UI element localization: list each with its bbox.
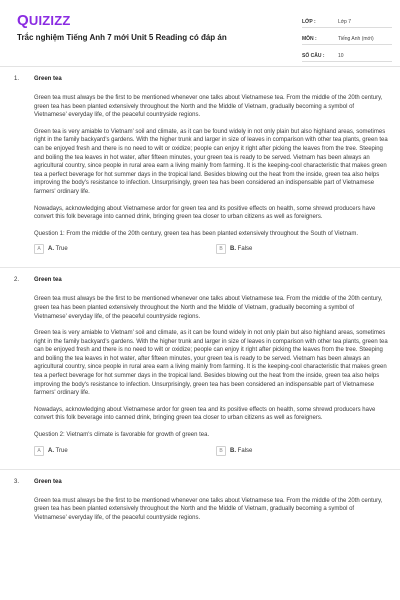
- meta-label: MÔN :: [302, 36, 317, 42]
- question-divider: [0, 469, 400, 470]
- question-item: [0, 479, 400, 523]
- option-label: A. True: [48, 246, 68, 253]
- passage-title: Green tea: [34, 478, 62, 485]
- question-text: Question 1: From the middle of the 20th century, green tea has been planted extensively throughout the South of Vietnam.: [34, 230, 358, 237]
- document-meta: [302, 14, 392, 65]
- option-a[interactable]: [34, 244, 68, 254]
- passage-paragraph: Green tea must always be the first to be mentioned whenever one talks about Vietnamese tea. From the middle of the 20th century, green tea has been planted extensively throughout the North and the Middle of Vietnam, gradually becoming a symbol of Vietnamese' everyday life, of the peaceful countryside regions.: [34, 95, 383, 119]
- meta-row-subject: [302, 31, 392, 45]
- option-letter-box: A: [34, 446, 44, 456]
- passage-paragraph: Green tea is very amiable to Vietnam' soil and climate, as it can be found widely in not only plain but also highland areas, sometimes right in the family backyard's gardens. With the higher trunk and larger in size of leaves in comparison with other tea plants, green tea can be enjoyed fresh and there is no need to wilt or oxidize; people can enjoy it right after picking the leaves from the tree. Steeping and boiling the tea leaves in hot water, after fifteen minutes, your green tea is ready to be served. Vietnam has been always an agricultural country, since people in rural area earn a living mainly from farming. It is the keeping-cool characteristic that makes green tea a perfect beverage for hot summer days in the tropical land. Besides blowing out the heat from the inside, green tea also helps improving the body's resistance to infection. Unsurprisingly, green tea has been considered an indispensable part of Vietnamese farmers' ordinary life.: [34, 128, 388, 195]
- meta-row-class: [302, 14, 392, 28]
- option-letter-box: B: [216, 446, 226, 456]
- option-letter-box: A: [34, 244, 44, 254]
- question-number: 1.: [14, 76, 20, 82]
- passage-paragraph: Green tea must always be the first to be mentioned whenever one talks about Vietnamese tea. From the middle of the 20th century, green tea has been planted extensively throughout the North and the Middle of Vietnam, gradually becoming a symbol of Vietnamese' everyday life, of the peaceful countryside regions.: [34, 497, 383, 521]
- passage-paragraph: Nowadays, acknowledging about Vietnamese ardor for green tea and its positive effects on health, some shrewd producers have convert this folk beverage into canned drink, bringing green tea closer to urban citizens as well as foreigners.: [34, 205, 376, 221]
- meta-value: Lớp 7: [338, 19, 352, 25]
- header-divider: [0, 66, 400, 67]
- option-label: B. False: [230, 447, 253, 454]
- option-a[interactable]: [34, 446, 68, 456]
- meta-value: 10: [338, 53, 344, 59]
- passage-paragraph: Green tea is very amiable to Vietnam' soil and climate, as it can be found widely in not only plain but also highland areas, sometimes right in the family backyard's gardens. With the higher trunk and larger in size of leaves in comparison with other tea plants, green tea can be enjoyed fresh and there is no need to wilt or oxidize; people can enjoy it right after picking the leaves from the tree. Steeping and boiling the tea leaves in hot water, after fifteen minutes, your green tea is ready to be served. Vietnam has been always an agricultural country, since people in rural area earn a living mainly from farming. It is the keeping-cool characteristic that makes green tea a perfect beverage for hot summer days in the tropical land. Besides blowing out the heat from the inside, green tea also helps improving the body's resistance to infection. Unsurprisingly, green tea has been considered an indispensable part of Vietnamese farmers' ordinary life.: [34, 330, 388, 397]
- passage-title: Green tea: [34, 277, 62, 284]
- option-b[interactable]: [216, 446, 252, 456]
- question-number: 2.: [14, 277, 20, 284]
- quizizz-logo: QUIZIZZ: [17, 12, 71, 29]
- document-title: Trắc nghiệm Tiếng Anh 7 mới Unit 5 Reading có đáp án: [17, 33, 227, 42]
- passage-title: Green tea: [34, 76, 62, 82]
- option-label: A. True: [48, 447, 68, 454]
- question-item: [0, 76, 400, 268]
- meta-value: Tiếng Anh (mới): [338, 36, 374, 42]
- question-list: [0, 76, 400, 530]
- document-header: [0, 0, 400, 66]
- passage-paragraph: Nowadays, acknowledging about Vietnamese ardor for green tea and its positive effects on health, some shrewd producers have convert this folk beverage into canned drink, bringing green tea closer to urban citizens as well as foreigners.: [34, 406, 376, 422]
- meta-row-question-count: [302, 48, 392, 62]
- question-item: [0, 277, 400, 469]
- question-text: Question 2: Vietnam's climate is favorable for growth of green tea.: [34, 432, 210, 439]
- option-label: B. False: [230, 246, 253, 253]
- answer-options: [34, 244, 388, 258]
- meta-label: LỚP :: [302, 19, 316, 25]
- option-letter-box: B: [216, 244, 226, 254]
- meta-label: SỐ CÂU :: [302, 53, 325, 59]
- option-b[interactable]: [216, 244, 252, 254]
- passage-paragraph: Green tea must always be the first to be mentioned whenever one talks about Vietnamese tea. From the middle of the 20th century, green tea has been planted extensively throughout the North and the Middle of Vietnam, gradually becoming a symbol of Vietnamese' everyday life, of the peaceful countryside regions.: [34, 296, 383, 320]
- answer-options: [34, 446, 388, 460]
- question-number: 3.: [14, 478, 20, 485]
- question-divider: [0, 267, 400, 268]
